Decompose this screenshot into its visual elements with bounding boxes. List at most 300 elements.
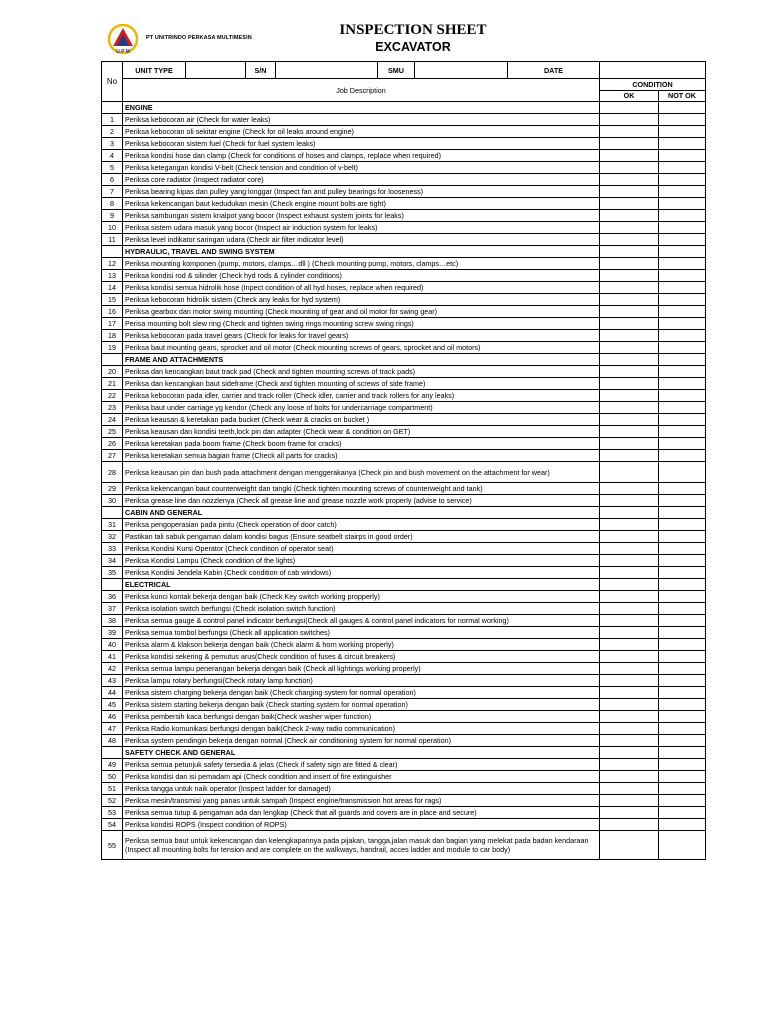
row-number: 3 (102, 138, 123, 150)
job-description: Periksa alarm & klakson bekerja dengan baik (Check alarm & horn working properly) (123, 639, 600, 651)
row-number: 18 (102, 330, 123, 342)
job-description: Periksa kekencangan baut kedudukan mesin (Check engine mount bolts are tight) (123, 198, 600, 210)
not-ok-checkbox-cell[interactable] (659, 543, 706, 555)
row-number: 5 (102, 162, 123, 174)
not-ok-checkbox-cell[interactable] (659, 591, 706, 603)
not-ok-checkbox-cell[interactable] (659, 771, 706, 783)
table-row (102, 483, 706, 495)
section-row (102, 354, 706, 366)
job-description: Periksa mounting komponen (pump, motors, clamps…dll ) (Check mounting pump, motors, clamps…etc) (123, 258, 600, 270)
page-subtitle: EXCAVATOR (375, 40, 451, 54)
not-ok-checkbox-cell[interactable] (659, 438, 706, 450)
row-number (102, 102, 123, 114)
not-ok-checkbox-cell[interactable] (659, 450, 706, 462)
job-description: Periksa pembersih kaca berfungsi dengan baik(Check washer wiper function) (123, 711, 600, 723)
not-ok-checkbox-cell[interactable] (659, 831, 706, 860)
table-row (102, 831, 706, 860)
ok-checkbox-cell[interactable] (600, 426, 659, 438)
not-ok-checkbox-cell[interactable] (659, 186, 706, 198)
ok-checkbox-cell[interactable] (600, 294, 659, 306)
ok-checkbox-cell[interactable] (600, 675, 659, 687)
job-description: Periksa kebocoran air (Check for water leaks) (123, 114, 600, 126)
job-description: Periksa mesin/transmisi yang panas untuk sampah (Inspect engine/transmission hot areas for rags) (123, 795, 600, 807)
ok-checkbox-cell[interactable] (600, 306, 659, 318)
ok-checkbox-cell[interactable] (600, 438, 659, 450)
not-ok-checkbox-cell[interactable] (659, 519, 706, 531)
ok-checkbox-cell[interactable] (600, 366, 659, 378)
table-row (102, 711, 706, 723)
ok-checkbox-cell[interactable] (600, 651, 659, 663)
not-ok-checkbox-cell (659, 507, 706, 519)
section-title: ENGINE (123, 102, 600, 114)
not-ok-checkbox-cell[interactable] (659, 402, 706, 414)
not-ok-checkbox-cell[interactable] (659, 138, 706, 150)
ok-checkbox-cell[interactable] (600, 771, 659, 783)
company-name: PT UNITRINDO PERKASA MULTIMESIN (146, 35, 252, 41)
row-number: 6 (102, 174, 123, 186)
not-ok-checkbox-cell[interactable] (659, 210, 706, 222)
ok-checkbox-cell[interactable] (600, 342, 659, 354)
row-number: 52 (102, 795, 123, 807)
job-description: Periksa baut mounting gears, sprocket and oil motor (Check mounting screws of gears, sprocket and oil motors) (123, 342, 600, 354)
row-number: 32 (102, 531, 123, 543)
table-row (102, 162, 706, 174)
job-description: Periksa Kondisi Jendela Kabin (Check condition of cab windows) (123, 567, 600, 579)
row-number: 50 (102, 771, 123, 783)
job-description: Periksa Kondisi Lampu (Check condition of the lights) (123, 555, 600, 567)
job-description: Periksa gearbox dan motor swing mounting (Check mounting of gear and oil motor for swing gear) (123, 306, 600, 318)
row-number: 10 (102, 222, 123, 234)
ok-checkbox-cell[interactable] (600, 462, 659, 483)
row-number: 8 (102, 198, 123, 210)
table-row (102, 150, 706, 162)
not-ok-checkbox-cell[interactable] (659, 114, 706, 126)
not-ok-checkbox-cell[interactable] (659, 783, 706, 795)
not-ok-checkbox-cell[interactable] (659, 174, 706, 186)
row-number: 25 (102, 426, 123, 438)
job-description: Periksa grease line dan nozzlenya (Check all grease line and grease nozzle work properly (advise to service) (123, 495, 600, 507)
job-description: Periksa pengoperasian pada pintu (Check operation of door catch) (123, 519, 600, 531)
sn-label: S/N (246, 62, 276, 79)
job-description: Periksa core radiator (Inspect radiator core) (123, 174, 600, 186)
row-number: 42 (102, 663, 123, 675)
unit-type-field[interactable] (186, 62, 246, 79)
row-number: 1 (102, 114, 123, 126)
not-ok-checkbox-cell[interactable] (659, 330, 706, 342)
ok-checkbox-cell[interactable] (600, 759, 659, 771)
row-number: 40 (102, 639, 123, 651)
ok-checkbox-cell[interactable] (600, 138, 659, 150)
ok-checkbox-cell[interactable] (600, 591, 659, 603)
row-number: 23 (102, 402, 123, 414)
row-number: 15 (102, 294, 123, 306)
table-row (102, 771, 706, 783)
not-ok-header: NOT OK (659, 90, 706, 102)
ok-checkbox-cell[interactable] (600, 162, 659, 174)
table-row (102, 627, 706, 639)
not-ok-checkbox-cell[interactable] (659, 711, 706, 723)
ok-checkbox-cell (600, 747, 659, 759)
job-description: Periksa kebocoran sistem fuel (Check for fuel system leaks) (123, 138, 600, 150)
unit-type-label: UNIT TYPE (123, 62, 186, 79)
section-title: HYDRAULIC, TRAVEL AND SWING SYSTEM (123, 246, 600, 258)
row-number: 53 (102, 807, 123, 819)
row-number: 28 (102, 462, 123, 483)
ok-checkbox-cell[interactable] (600, 222, 659, 234)
not-ok-checkbox-cell[interactable] (659, 258, 706, 270)
row-number: 13 (102, 270, 123, 282)
not-ok-checkbox-cell[interactable] (659, 306, 706, 318)
section-title: CABIN AND GENERAL (123, 507, 600, 519)
job-description-header: Job Description (123, 79, 600, 102)
row-number: 14 (102, 282, 123, 294)
table-row (102, 783, 706, 795)
inspection-table (101, 61, 706, 860)
job-description: Pastikan tali sabuk pengaman dalam kondisi bagus (Ensure seatbelt stairps in good order) (123, 531, 600, 543)
ok-checkbox-cell[interactable] (600, 723, 659, 735)
table-row (102, 342, 706, 354)
job-description: Periksa kebocoran pada travel gears (Check for leaks for travel gears) (123, 330, 600, 342)
not-ok-checkbox-cell[interactable] (659, 639, 706, 651)
row-number: 19 (102, 342, 123, 354)
job-description: Periksa sistem charging bekerja dengan baik (Check charging system for normal operation) (123, 687, 600, 699)
not-ok-checkbox-cell (659, 354, 706, 366)
table-row (102, 531, 706, 543)
table-row (102, 795, 706, 807)
ok-checkbox-cell[interactable] (600, 807, 659, 819)
table-row (102, 270, 706, 282)
not-ok-checkbox-cell[interactable] (659, 819, 706, 831)
row-number: 31 (102, 519, 123, 531)
table-row (102, 651, 706, 663)
table-row (102, 639, 706, 651)
row-number: 20 (102, 366, 123, 378)
not-ok-checkbox-cell[interactable] (659, 270, 706, 282)
ok-checkbox-cell[interactable] (600, 378, 659, 390)
job-description: Periksa ketegangan kondisi V-belt (Check tension and condition of v-belt) (123, 162, 600, 174)
row-number: 17 (102, 318, 123, 330)
job-description: Periksa tangga untuk naik operator (Inspect ladder for damaged) (123, 783, 600, 795)
row-number: 55 (102, 831, 123, 860)
sn-field[interactable] (276, 62, 378, 79)
table-row (102, 210, 706, 222)
job-description: Periksa keretakan semua bagian frame (Check all parts for cracks) (123, 450, 600, 462)
condition-header: CONDITION (600, 79, 706, 91)
ok-checkbox-cell[interactable] (600, 699, 659, 711)
not-ok-checkbox-cell (659, 579, 706, 591)
section-title: SAFETY CHECK AND GENERAL (123, 747, 600, 759)
not-ok-checkbox-cell[interactable] (659, 366, 706, 378)
not-ok-checkbox-cell[interactable] (659, 615, 706, 627)
job-description: Periksa baut under carriage yg kendor (Check any loose of bolts for undercarriage compartment) (123, 402, 600, 414)
ok-checkbox-cell[interactable] (600, 402, 659, 414)
job-description: Periksa lampu rotary berfungsi(Check rotary lamp function) (123, 675, 600, 687)
ok-checkbox-cell[interactable] (600, 126, 659, 138)
section-title: ELECTRICAL (123, 579, 600, 591)
ok-checkbox-cell[interactable] (600, 663, 659, 675)
date-field[interactable] (600, 62, 706, 79)
table-row (102, 555, 706, 567)
ok-checkbox-cell[interactable] (600, 450, 659, 462)
not-ok-checkbox-cell[interactable] (659, 150, 706, 162)
not-ok-checkbox-cell[interactable] (659, 390, 706, 402)
row-number: 34 (102, 555, 123, 567)
ok-checkbox-cell[interactable] (600, 234, 659, 246)
job-description: Periksa kondisi rod & silinder (Check hyd rods & cylinder conditions) (123, 270, 600, 282)
table-row (102, 258, 706, 270)
not-ok-checkbox-cell[interactable] (659, 807, 706, 819)
row-number: 33 (102, 543, 123, 555)
ok-header: OK (600, 90, 659, 102)
table-row (102, 174, 706, 186)
not-ok-checkbox-cell (659, 747, 706, 759)
row-number: 24 (102, 414, 123, 426)
job-description: Periksa dan kencangkan baut sideframe (Check and tighten mounting of screws of side frame) (123, 378, 600, 390)
section-row (102, 579, 706, 591)
ok-checkbox-cell[interactable] (600, 258, 659, 270)
company-logo-icon (106, 24, 140, 56)
not-ok-checkbox-cell[interactable] (659, 426, 706, 438)
smu-label: SMU (378, 62, 415, 79)
not-ok-checkbox-cell[interactable] (659, 627, 706, 639)
job-description: Periksa semua lampu penerangan bekerja dengan baik (Check all lightings working properly) (123, 663, 600, 675)
section-row (102, 747, 706, 759)
table-row (102, 495, 706, 507)
table-row (102, 234, 706, 246)
row-number: 36 (102, 591, 123, 603)
table-row (102, 414, 706, 426)
job-description: Periksa Radio komunikasi berfungsi dengan baik(Check 2-way radio communication) (123, 723, 600, 735)
not-ok-checkbox-cell[interactable] (659, 567, 706, 579)
ok-checkbox-cell[interactable] (600, 795, 659, 807)
ok-checkbox-cell[interactable] (600, 603, 659, 615)
row-number: 29 (102, 483, 123, 495)
ok-checkbox-cell (600, 102, 659, 114)
not-ok-checkbox-cell[interactable] (659, 651, 706, 663)
not-ok-checkbox-cell[interactable] (659, 531, 706, 543)
job-description: Periksa isolation switch berfungsi (Check isolation switch function) (123, 603, 600, 615)
ok-checkbox-cell[interactable] (600, 318, 659, 330)
job-description: Periksa kebocoran oli sekitar engine (Check for oil leaks around engine) (123, 126, 600, 138)
not-ok-checkbox-cell[interactable] (659, 495, 706, 507)
section-title: FRAME AND ATTACHMENTS (123, 354, 600, 366)
not-ok-checkbox-cell[interactable] (659, 675, 706, 687)
not-ok-checkbox-cell[interactable] (659, 126, 706, 138)
job-description: Periksa keretakan pada boom frame (Check boom frame for cracks) (123, 438, 600, 450)
table-row (102, 378, 706, 390)
row-number: 35 (102, 567, 123, 579)
job-description: Periksa level indikator saringan udara (Check air filter indicator level) (123, 234, 600, 246)
row-number: 22 (102, 390, 123, 402)
job-description: Periksa kondisi hose dan clamp (Check for conditions of hoses and clamps, replace when required) (123, 150, 600, 162)
table-row (102, 114, 706, 126)
table-row (102, 318, 706, 330)
ok-checkbox-cell[interactable] (600, 414, 659, 426)
table-row (102, 126, 706, 138)
job-description: Periksa sistem udara masuk yang bocor (Inspect air induction system for leaks) (123, 222, 600, 234)
not-ok-checkbox-cell[interactable] (659, 699, 706, 711)
job-description: Periksa semua baut untuk kekencangan dan kelengkapannya pada pijakan, tangga,jalan masuk dan bagian yang melekat pada badan kendaraan (Inspect all mounting bolts for tension and are complete on the walkways, handrail, acces ladder and module to car body) (123, 831, 600, 860)
row-number: 48 (102, 735, 123, 747)
table-row (102, 591, 706, 603)
not-ok-checkbox-cell[interactable] (659, 462, 706, 483)
job-description: Periksa semua gauge & control panel indicator berfungsi(Check all gauges & control panel indicators for normal working) (123, 615, 600, 627)
row-number: 37 (102, 603, 123, 615)
table-row (102, 330, 706, 342)
row-number (102, 354, 123, 366)
table-row (102, 402, 706, 414)
table-row (102, 735, 706, 747)
ok-checkbox-cell[interactable] (600, 687, 659, 699)
ok-checkbox-cell[interactable] (600, 330, 659, 342)
job-description: Periksa Kondisi Kursi Operator (Check condition of operator seat) (123, 543, 600, 555)
table-row (102, 426, 706, 438)
table-row (102, 282, 706, 294)
ok-checkbox-cell[interactable] (600, 639, 659, 651)
ok-checkbox-cell[interactable] (600, 198, 659, 210)
ok-checkbox-cell[interactable] (600, 783, 659, 795)
ok-checkbox-cell[interactable] (600, 495, 659, 507)
ok-checkbox-cell (600, 507, 659, 519)
not-ok-checkbox-cell (659, 102, 706, 114)
not-ok-checkbox-cell[interactable] (659, 414, 706, 426)
ok-checkbox-cell[interactable] (600, 735, 659, 747)
row-number: 16 (102, 306, 123, 318)
section-row (102, 246, 706, 258)
row-number: 7 (102, 186, 123, 198)
not-ok-checkbox-cell[interactable] (659, 555, 706, 567)
not-ok-checkbox-cell[interactable] (659, 687, 706, 699)
not-ok-checkbox-cell[interactable] (659, 234, 706, 246)
date-label: DATE (508, 62, 600, 79)
row-number: 51 (102, 783, 123, 795)
ok-checkbox-cell[interactable] (600, 174, 659, 186)
ok-checkbox-cell[interactable] (600, 819, 659, 831)
row-number: 2 (102, 126, 123, 138)
row-number (102, 507, 123, 519)
table-row (102, 675, 706, 687)
ok-checkbox-cell[interactable] (600, 282, 659, 294)
ok-checkbox-cell[interactable] (600, 831, 659, 860)
job-description: Periksa kunci kontak bekerja dengan baik (Check Key switch working propperly) (123, 591, 600, 603)
table-row (102, 687, 706, 699)
job-description: Perisa mounting bolt slew ring (Check and tighten swing rings mounting screw swing rings) (123, 318, 600, 330)
row-number: 38 (102, 615, 123, 627)
job-description: Periksa sambungan sistem knalpot yang bocor (Inspect exhaust system joints for leaks) (123, 210, 600, 222)
row-number (102, 246, 123, 258)
row-number: 30 (102, 495, 123, 507)
row-number (102, 747, 123, 759)
smu-field[interactable] (415, 62, 508, 79)
job-description: Periksa kebocoran pada idler, carrier and track roller (Check idler, carrier and track rollers for any leaks) (123, 390, 600, 402)
not-ok-checkbox-cell[interactable] (659, 318, 706, 330)
ok-checkbox-cell[interactable] (600, 543, 659, 555)
table-row (102, 759, 706, 771)
table-row (102, 663, 706, 675)
ok-checkbox-cell[interactable] (600, 186, 659, 198)
ok-checkbox-cell[interactable] (600, 627, 659, 639)
table-row (102, 366, 706, 378)
not-ok-checkbox-cell[interactable] (659, 378, 706, 390)
job-description: Periksa sistem starting bekerja dengan baik (Check starting system for normal operation) (123, 699, 600, 711)
not-ok-checkbox-cell[interactable] (659, 342, 706, 354)
table-row (102, 543, 706, 555)
row-number: 12 (102, 258, 123, 270)
not-ok-checkbox-cell[interactable] (659, 483, 706, 495)
not-ok-checkbox-cell (659, 246, 706, 258)
not-ok-checkbox-cell[interactable] (659, 222, 706, 234)
table-row (102, 138, 706, 150)
not-ok-checkbox-cell[interactable] (659, 294, 706, 306)
row-number: 41 (102, 651, 123, 663)
not-ok-checkbox-cell[interactable] (659, 735, 706, 747)
ok-checkbox-cell[interactable] (600, 615, 659, 627)
not-ok-checkbox-cell[interactable] (659, 603, 706, 615)
section-row (102, 102, 706, 114)
table-row (102, 306, 706, 318)
job-description: Periksa system pendingin bekerja dengan normal (Check air conditioning system for normal operation) (123, 735, 600, 747)
row-number: 54 (102, 819, 123, 831)
table-row (102, 438, 706, 450)
ok-checkbox-cell[interactable] (600, 531, 659, 543)
ok-checkbox-cell[interactable] (600, 519, 659, 531)
row-number: 39 (102, 627, 123, 639)
job-description: Periksa kondisi sekering & pemutus arus(Check condition of fuses & circuit breakers) (123, 651, 600, 663)
table-row (102, 390, 706, 402)
ok-checkbox-cell (600, 246, 659, 258)
ok-checkbox-cell[interactable] (600, 210, 659, 222)
table-row (102, 450, 706, 462)
ok-checkbox-cell[interactable] (600, 270, 659, 282)
not-ok-checkbox-cell[interactable] (659, 663, 706, 675)
ok-checkbox-cell[interactable] (600, 567, 659, 579)
row-number: 11 (102, 234, 123, 246)
job-description: Periksa kekencangan baut counterweight dan tangki (Check tighten mounting screws of counterweight and tank) (123, 483, 600, 495)
not-ok-checkbox-cell[interactable] (659, 198, 706, 210)
row-number: 4 (102, 150, 123, 162)
job-description: Periksa kondisi semua hidrolik hose (Inpect condition of all hyd hoses, replace when required) (123, 282, 600, 294)
row-number: 26 (102, 438, 123, 450)
row-number: 43 (102, 675, 123, 687)
ok-checkbox-cell[interactable] (600, 711, 659, 723)
row-number: 44 (102, 687, 123, 699)
table-row (102, 222, 706, 234)
ok-checkbox-cell[interactable] (600, 150, 659, 162)
logo-text: U P M (116, 49, 130, 55)
not-ok-checkbox-cell[interactable] (659, 282, 706, 294)
table-row (102, 603, 706, 615)
table-row (102, 198, 706, 210)
table-row (102, 615, 706, 627)
table-row (102, 723, 706, 735)
row-number: 49 (102, 759, 123, 771)
job-description: Periksa kondisi ROPS (Inspect condition of ROPS) (123, 819, 600, 831)
not-ok-checkbox-cell[interactable] (659, 723, 706, 735)
ok-checkbox-cell[interactable] (600, 483, 659, 495)
not-ok-checkbox-cell[interactable] (659, 759, 706, 771)
ok-checkbox-cell (600, 354, 659, 366)
ok-checkbox-cell[interactable] (600, 390, 659, 402)
not-ok-checkbox-cell[interactable] (659, 795, 706, 807)
job-description: Periksa kondisi dan isi pemadam api (Check condition and insert of fire extinguisher (123, 771, 600, 783)
job-description: Periksa keausan & keretakan pada bucket (Check wear & cracks on bucket ) (123, 414, 600, 426)
table-row (102, 567, 706, 579)
ok-checkbox-cell[interactable] (600, 114, 659, 126)
job-description: Periksa dan kencangkan baut track pad (Check and tighten mounting screws of track pads) (123, 366, 600, 378)
row-number: 47 (102, 723, 123, 735)
not-ok-checkbox-cell[interactable] (659, 162, 706, 174)
ok-checkbox-cell[interactable] (600, 555, 659, 567)
